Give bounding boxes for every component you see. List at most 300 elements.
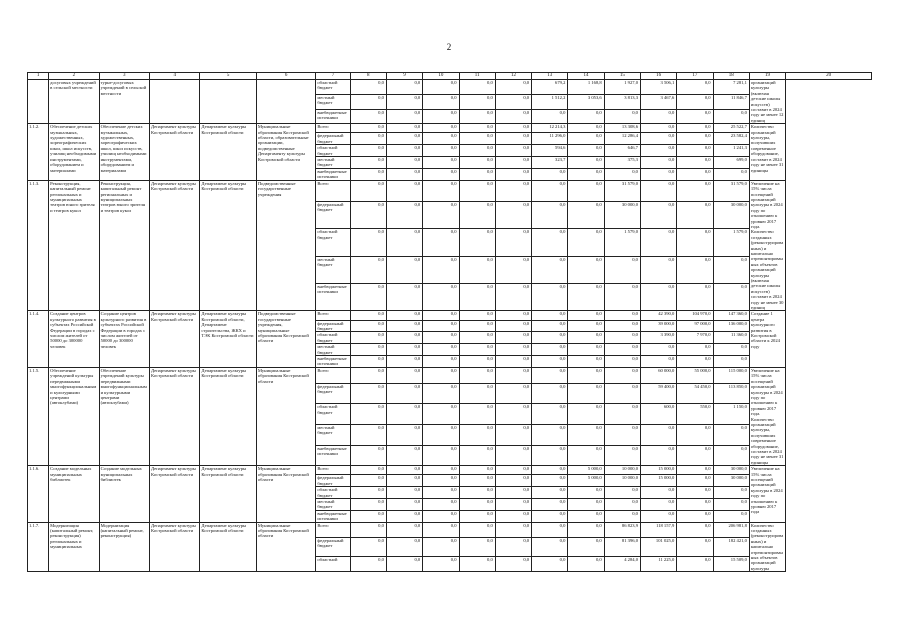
- column-number: 3: [99, 73, 149, 80]
- amount-cell: 0,0: [350, 256, 386, 283]
- measure-object: Создание центров культурного развития в субъектах Российской Федерации в городах с числом жителей от 50000 до 300000 человек: [99, 311, 149, 367]
- amount-cell: 0,0: [532, 229, 568, 256]
- amount-cell: 30 000,0: [713, 475, 749, 487]
- table-row: [28, 80, 872, 95]
- amount-cell: 0,0: [568, 256, 604, 283]
- partners: Подведомственные государственные учреждения, муниципальные образования Костромской области: [256, 311, 315, 367]
- measure-object: Модернизация (капитальный ремонт, реконструкция): [99, 522, 149, 572]
- amount-cell: 323,7: [532, 157, 568, 169]
- funding-source: Всего: [316, 180, 350, 201]
- amount-cell: 0,0: [423, 109, 459, 124]
- amount-cell: 0,0: [604, 256, 640, 283]
- amount-cell: 0,0: [459, 94, 495, 109]
- measure-name: Создание центров культурного развития в субъектах Российской Федерации в городах с числом жителей от 50000 до 300000 человек: [49, 311, 99, 367]
- funding-source: Всего: [316, 466, 350, 475]
- amount-cell: 0,0: [568, 201, 604, 228]
- partners: Муниципальные образования Костромской области: [256, 466, 315, 522]
- executor: Департамент культуры Костромской области: [200, 367, 256, 465]
- amount-cell: 0,0: [640, 425, 676, 446]
- amount-cell: 0,0: [423, 499, 459, 511]
- amount-cell: 0,0: [640, 229, 676, 256]
- amount-cell: 4 284,0: [604, 557, 640, 572]
- amount-cell: 0,0: [640, 157, 676, 169]
- amount-cell: 0,0: [495, 557, 531, 572]
- coordinator: Департамент культуры Костромской области: [149, 466, 199, 522]
- executor: Департамент культуры Костромской области: [200, 124, 256, 180]
- target-indicator: Увеличение на 15% числа посещений организаций культуры в 2024 году по отношению к уровню 2017 года. Количество созданных (реконструированных) и капитально отремонтированных объектов организаций культуры (включая детские школы искусств) составит в 2024 году не менее 30 единиц: [749, 180, 785, 311]
- amount-cell: 0,0: [386, 466, 422, 475]
- amount-cell: 0,0: [423, 256, 459, 283]
- amount-cell: 0,0: [532, 499, 568, 511]
- amount-cell: 0,0: [459, 168, 495, 180]
- amount-cell: 0,0: [423, 466, 459, 475]
- measure-name: Модернизация (капитальный ремонт, реконструкция) региональных и муниципальных: [49, 522, 99, 572]
- amount-cell: 0,0: [350, 344, 386, 356]
- budget-table: [27, 72, 872, 572]
- funding-source: областной бюджет: [316, 229, 350, 256]
- amount-cell: 23 582,4: [713, 133, 749, 145]
- amount-cell: 12 286,4: [604, 133, 640, 145]
- amount-cell: 0,0: [459, 80, 495, 95]
- amount-cell: 0,0: [386, 487, 422, 499]
- amount-cell: 0,0: [459, 510, 495, 522]
- funding-source: Всего: [316, 522, 350, 537]
- amount-cell: 0,0: [677, 168, 713, 180]
- amount-cell: 0,0: [459, 332, 495, 344]
- amount-cell: 0,0: [677, 537, 713, 556]
- amount-cell: 182 421,0: [713, 537, 749, 556]
- funding-source: внебюджетные источники: [316, 510, 350, 522]
- funding-source: федеральный бюджет: [316, 475, 350, 487]
- amount-cell: 0,0: [386, 80, 422, 95]
- amount-cell: 0,0: [350, 332, 386, 344]
- amount-cell: 0,0: [350, 157, 386, 169]
- table-row: [28, 180, 872, 201]
- amount-cell: 600,0: [640, 404, 676, 425]
- amount-cell: 0,0: [495, 404, 531, 425]
- amount-cell: 115 000,0: [713, 367, 749, 383]
- amount-cell: 0,0: [350, 311, 386, 320]
- amount-cell: 0,0: [350, 109, 386, 124]
- amount-cell: 0,0: [459, 284, 495, 311]
- funding-source: федеральный бюджет: [316, 537, 350, 556]
- measure-name: досуговых учреждений в сельской местности: [49, 80, 99, 124]
- amount-cell: 0,0: [459, 383, 495, 404]
- amount-cell: 0,0: [532, 510, 568, 522]
- amount-cell: 0,0: [532, 466, 568, 475]
- column-number: 17: [677, 73, 713, 80]
- amount-cell: 0,0: [350, 510, 386, 522]
- coordinator: Департамент культуры Костромской области: [149, 522, 199, 572]
- column-number: 15: [604, 73, 640, 80]
- amount-cell: 0,0: [423, 284, 459, 311]
- amount-cell: 0,0: [640, 356, 676, 368]
- amount-cell: 0,0: [423, 124, 459, 133]
- measure-object: Создание модельных муниципальных библиотек: [99, 466, 149, 522]
- funding-source: федеральный бюджет: [316, 201, 350, 228]
- amount-cell: 0,0: [386, 311, 422, 320]
- amount-cell: 0,0: [350, 475, 386, 487]
- table-row: [28, 466, 872, 475]
- amount-cell: 15 509,0: [713, 557, 749, 572]
- measure-name: Реконструкция, капитальный ремонт региональных и муниципальных театров юного зрителя и театров кукол: [49, 180, 99, 311]
- amount-cell: 0,0: [640, 510, 676, 522]
- amount-cell: 0,0: [459, 256, 495, 283]
- amount-cell: 0,0: [532, 356, 568, 368]
- amount-cell: 0,0: [495, 367, 531, 383]
- amount-cell: 0,0: [532, 256, 568, 283]
- amount-cell: 0,0: [423, 344, 459, 356]
- amount-cell: 0,0: [568, 157, 604, 169]
- amount-cell: 0,0: [386, 284, 422, 311]
- funding-source: областной бюджет: [316, 80, 350, 95]
- amount-cell: 0,0: [568, 145, 604, 157]
- amount-cell: 0,0: [495, 133, 531, 145]
- amount-cell: 0,0: [532, 109, 568, 124]
- amount-cell: 0,0: [350, 367, 386, 383]
- amount-cell: 0,0: [568, 124, 604, 133]
- amount-cell: 0,0: [568, 320, 604, 332]
- amount-cell: 0,0: [640, 109, 676, 124]
- amount-cell: 0,0: [423, 332, 459, 344]
- amount-cell: 0,0: [495, 510, 531, 522]
- amount-cell: 0,0: [568, 332, 604, 344]
- amount-cell: 0,0: [713, 284, 749, 311]
- amount-cell: 0,0: [459, 425, 495, 446]
- partners: [256, 80, 315, 124]
- funding-source: местный бюджет: [316, 94, 350, 109]
- coordinator: [149, 80, 199, 124]
- amount-cell: 0,0: [495, 94, 531, 109]
- funding-source: федеральный бюджет: [316, 133, 350, 145]
- target-indicator: Увеличение на 15% числа посещений организаций культуры в 2024 году по отношению к уровню 2017 года. Количество организаций культуры, получивших современное оборудование, составит в 2024 году не менее 31 единицы: [749, 367, 785, 465]
- amount-cell: 3 813,3: [604, 94, 640, 109]
- item-number: 1.1.4.: [28, 311, 49, 367]
- amount-cell: 0,0: [495, 425, 531, 446]
- amount-cell: 679,2: [532, 80, 568, 95]
- executor: Департамент культуры Костромской области: [200, 466, 256, 522]
- amount-cell: 0,0: [386, 157, 422, 169]
- amount-cell: 147 360,0: [713, 311, 749, 320]
- amount-cell: 0,0: [386, 445, 422, 466]
- amount-cell: 3 390,0: [640, 332, 676, 344]
- coordinator: Департамент культуры Костромской области: [149, 180, 199, 311]
- column-number: 8: [350, 73, 386, 80]
- funding-source: местный бюджет: [316, 157, 350, 169]
- partners: Муниципальные образования Костромской области: [256, 522, 315, 572]
- amount-cell: 0,0: [459, 133, 495, 145]
- amount-cell: 0,0: [350, 425, 386, 446]
- amount-cell: 1 512,2: [532, 94, 568, 109]
- item-number: [28, 80, 49, 124]
- funding-source: областной: [316, 557, 350, 572]
- amount-cell: 0,0: [677, 475, 713, 487]
- column-number: 11: [459, 73, 495, 80]
- amount-cell: 0,0: [423, 157, 459, 169]
- amount-cell: 0,0: [459, 537, 495, 556]
- executor: Департамент культуры Костромской области: [200, 180, 256, 311]
- amount-cell: 0,0: [386, 124, 422, 133]
- funding-source: местный бюджет: [316, 425, 350, 446]
- amount-cell: 0,0: [677, 499, 713, 511]
- amount-cell: 0,0: [568, 109, 604, 124]
- page-number: 2: [446, 42, 452, 52]
- amount-cell: 0,0: [386, 537, 422, 556]
- executor: Департамент культуры Костромской области, Департамент строительства, ЖКХ и ТЭК Костромской области: [200, 311, 256, 367]
- amount-cell: 1 927,0: [604, 80, 640, 95]
- amount-cell: 0,0: [532, 284, 568, 311]
- amount-cell: 0,0: [386, 256, 422, 283]
- amount-cell: 0,0: [386, 168, 422, 180]
- amount-cell: 0,0: [532, 320, 568, 332]
- amount-cell: 0,0: [677, 425, 713, 446]
- amount-cell: 136 000,0: [713, 320, 749, 332]
- target-indicator: Количество организаций культуры, получивших современное оборудование, составит в 2024 году не менее 31 единицы: [749, 124, 785, 180]
- amount-cell: 0,0: [386, 522, 422, 537]
- amount-cell: 0,0: [459, 522, 495, 537]
- amount-cell: 0,0: [386, 383, 422, 404]
- amount-cell: 0,0: [568, 522, 604, 537]
- amount-cell: 0,0: [677, 557, 713, 572]
- column-number: 13: [532, 73, 568, 80]
- table-row: [28, 311, 872, 320]
- amount-cell: 0,0: [532, 404, 568, 425]
- column-number: 16: [640, 73, 676, 80]
- partners: Подведомственные государственные учреждения: [256, 180, 315, 311]
- amount-cell: 0,0: [459, 356, 495, 368]
- amount-cell: 0,0: [350, 168, 386, 180]
- amount-cell: 0,0: [350, 404, 386, 425]
- amount-cell: 0,0: [495, 124, 531, 133]
- amount-cell: 0,0: [386, 499, 422, 511]
- amount-cell: 646,7: [604, 145, 640, 157]
- amount-cell: 0,0: [386, 557, 422, 572]
- measure-object: Обеспечение детских музыкальных, художественных, хореографических школ, школ искусств, училищ необходимыми инструментами, оборудованием и материалами: [99, 124, 149, 180]
- amount-cell: 0,0: [532, 445, 568, 466]
- amount-cell: 0,0: [386, 94, 422, 109]
- column-number: 2: [49, 73, 99, 80]
- amount-cell: 31 579,0: [604, 180, 640, 201]
- amount-cell: 0,0: [604, 404, 640, 425]
- amount-cell: 0,0: [532, 311, 568, 320]
- column-number: 6: [256, 73, 315, 80]
- amount-cell: 0,0: [459, 344, 495, 356]
- amount-cell: 0,0: [495, 229, 531, 256]
- amount-cell: 0,0: [495, 109, 531, 124]
- amount-cell: 0,0: [568, 537, 604, 556]
- column-number: 7: [316, 73, 350, 80]
- amount-cell: 0,0: [568, 284, 604, 311]
- amount-cell: 0,0: [604, 332, 640, 344]
- amount-cell: 0,0: [677, 445, 713, 466]
- amount-cell: 0,0: [386, 320, 422, 332]
- amount-cell: 0,0: [495, 475, 531, 487]
- amount-cell: 0,0: [459, 109, 495, 124]
- measure-object: Реконструкция, капитальный ремонт региональных и муниципальных театров юного зрителя и театров кукол: [99, 180, 149, 311]
- funding-source: внебюджетные источники: [316, 168, 350, 180]
- amount-cell: 0,0: [495, 332, 531, 344]
- amount-cell: 0,0: [604, 367, 640, 383]
- amount-cell: 55 000,0: [677, 367, 713, 383]
- amount-cell: 0,0: [350, 522, 386, 537]
- amount-cell: 0,0: [640, 284, 676, 311]
- amount-cell: 0,0: [423, 80, 459, 95]
- funding-source: местный бюджет: [316, 344, 350, 356]
- funding-source: федеральный бюджет: [316, 320, 350, 332]
- amount-cell: 0,0: [677, 510, 713, 522]
- amount-cell: 0,0: [423, 510, 459, 522]
- amount-cell: 0,0: [459, 404, 495, 425]
- amount-cell: 0,0: [459, 180, 495, 201]
- target-indicator: организаций культуры (включая детские школы искусств) составит в 2024 году не менее 12 единиц: [749, 80, 785, 124]
- amount-cell: 550,0: [677, 404, 713, 425]
- amount-cell: 0,0: [350, 180, 386, 201]
- amount-cell: 0,0: [677, 133, 713, 145]
- amount-cell: 25 522,7: [713, 124, 749, 133]
- funding-source: внебюджетные источники: [316, 284, 350, 311]
- amount-cell: 0,0: [640, 499, 676, 511]
- amount-cell: 0,0: [568, 383, 604, 404]
- amount-cell: 0,0: [677, 109, 713, 124]
- amount-cell: 0,0: [713, 356, 749, 368]
- amount-cell: 0,0: [423, 229, 459, 256]
- amount-cell: 0,0: [495, 201, 531, 228]
- amount-cell: 0,0: [713, 109, 749, 124]
- amount-cell: 0,0: [423, 537, 459, 556]
- amount-cell: 699,0: [713, 157, 749, 169]
- measure-name: Обеспечение детских музыкальных, художественных, хореографических школ, школ искусств, училищ необходимыми инструментами, оборудованием и материалами: [49, 124, 99, 180]
- amount-cell: 0,0: [568, 133, 604, 145]
- amount-cell: 0,0: [604, 284, 640, 311]
- target-indicator: Увеличение на 15% числа посещений организаций культуры в 2024 году по отношению к уровню 2017 года: [749, 466, 785, 522]
- amount-cell: 0,0: [713, 425, 749, 446]
- amount-cell: 0,0: [423, 94, 459, 109]
- measure-name: Создание модельных муниципальных библиотек: [49, 466, 99, 522]
- amount-cell: 0,0: [423, 356, 459, 368]
- funding-source: областной бюджет: [316, 145, 350, 157]
- amount-cell: 0,0: [459, 124, 495, 133]
- amount-cell: 0,0: [350, 383, 386, 404]
- column-number: 5: [200, 73, 256, 80]
- amount-cell: 0,0: [677, 466, 713, 475]
- column-number: 20: [786, 73, 872, 80]
- amount-cell: 0,0: [677, 94, 713, 109]
- amount-cell: 0,0: [495, 311, 531, 320]
- amount-cell: 0,0: [568, 229, 604, 256]
- amount-cell: 0,0: [568, 180, 604, 201]
- amount-cell: 0,0: [677, 356, 713, 368]
- amount-cell: 0,0: [568, 425, 604, 446]
- amount-cell: 30 000,0: [604, 201, 640, 228]
- amount-cell: 0,0: [350, 499, 386, 511]
- amount-cell: 0,0: [568, 168, 604, 180]
- funding-source: областной бюджет: [316, 332, 350, 344]
- amount-cell: 0,0: [568, 445, 604, 466]
- amount-cell: 0,0: [713, 256, 749, 283]
- amount-cell: 0,0: [423, 475, 459, 487]
- amount-cell: 0,0: [386, 425, 422, 446]
- amount-cell: 0,0: [350, 557, 386, 572]
- partners: Муниципальные образования Костромской области: [256, 367, 315, 465]
- funding-source: местный бюджет: [316, 256, 350, 283]
- amount-cell: 0,0: [677, 284, 713, 311]
- amount-cell: 0,0: [423, 383, 459, 404]
- amount-cell: 0,0: [423, 487, 459, 499]
- amount-cell: 0,0: [640, 180, 676, 201]
- amount-cell: 86 823,9: [604, 522, 640, 537]
- amount-cell: 594,6: [532, 145, 568, 157]
- amount-cell: 0,0: [386, 356, 422, 368]
- amount-cell: 0,0: [532, 425, 568, 446]
- amount-cell: 0,0: [495, 466, 531, 475]
- amount-cell: 0,0: [495, 157, 531, 169]
- amount-cell: 0,0: [568, 499, 604, 511]
- amount-cell: 13 308,6: [604, 124, 640, 133]
- table-row: [28, 522, 872, 537]
- amount-cell: 0,0: [459, 157, 495, 169]
- amount-cell: 0,0: [640, 344, 676, 356]
- amount-cell: 0,0: [640, 145, 676, 157]
- amount-cell: 0,0: [423, 557, 459, 572]
- table-row: [28, 367, 872, 383]
- amount-cell: 0,0: [459, 311, 495, 320]
- amount-cell: 0,0: [713, 510, 749, 522]
- measure-name: Обеспечение учреждений культуры передвижными многофункциональными культурными центрами (автоклубами): [49, 367, 99, 465]
- amount-cell: 0,0: [423, 180, 459, 201]
- amount-cell: 0,0: [459, 320, 495, 332]
- amount-cell: 0,0: [350, 80, 386, 95]
- amount-cell: 0,0: [495, 256, 531, 283]
- amount-cell: 0,0: [604, 487, 640, 499]
- amount-cell: 0,0: [568, 557, 604, 572]
- amount-cell: 0,0: [532, 537, 568, 556]
- amount-cell: 11 846,7: [713, 94, 749, 109]
- amount-cell: 0,0: [350, 356, 386, 368]
- amount-cell: 60 000,0: [640, 367, 676, 383]
- amount-cell: 0,0: [495, 487, 531, 499]
- amount-cell: 1 150,0: [713, 404, 749, 425]
- funding-source: внебюджетные источники: [316, 445, 350, 466]
- amount-cell: 0,0: [532, 557, 568, 572]
- amount-cell: 0,0: [495, 145, 531, 157]
- amount-cell: 0,0: [459, 445, 495, 466]
- funding-source: внебюджетные источники: [316, 356, 350, 368]
- amount-cell: 0,0: [604, 510, 640, 522]
- amount-cell: 104 970,0: [677, 311, 713, 320]
- amount-cell: 0,0: [386, 180, 422, 201]
- amount-cell: 0,0: [350, 201, 386, 228]
- amount-cell: 0,0: [604, 425, 640, 446]
- amount-cell: 101 025,0: [640, 537, 676, 556]
- funding-source: Всего: [316, 124, 350, 133]
- amount-cell: 0,0: [677, 157, 713, 169]
- amount-cell: 0,0: [604, 499, 640, 511]
- amount-cell: 0,0: [568, 311, 604, 320]
- amount-cell: 0,0: [423, 201, 459, 228]
- amount-cell: 0,0: [386, 133, 422, 145]
- column-number: 9: [386, 73, 422, 80]
- item-number: 1.1.2.: [28, 124, 49, 180]
- amount-cell: 0,0: [640, 124, 676, 133]
- amount-cell: 0,0: [604, 356, 640, 368]
- table-row: [28, 124, 872, 133]
- amount-cell: 0,0: [640, 256, 676, 283]
- amount-cell: 0,0: [532, 332, 568, 344]
- amount-cell: 0,0: [532, 201, 568, 228]
- amount-cell: 0,0: [677, 180, 713, 201]
- amount-cell: 0,0: [350, 320, 386, 332]
- amount-cell: 0,0: [532, 383, 568, 404]
